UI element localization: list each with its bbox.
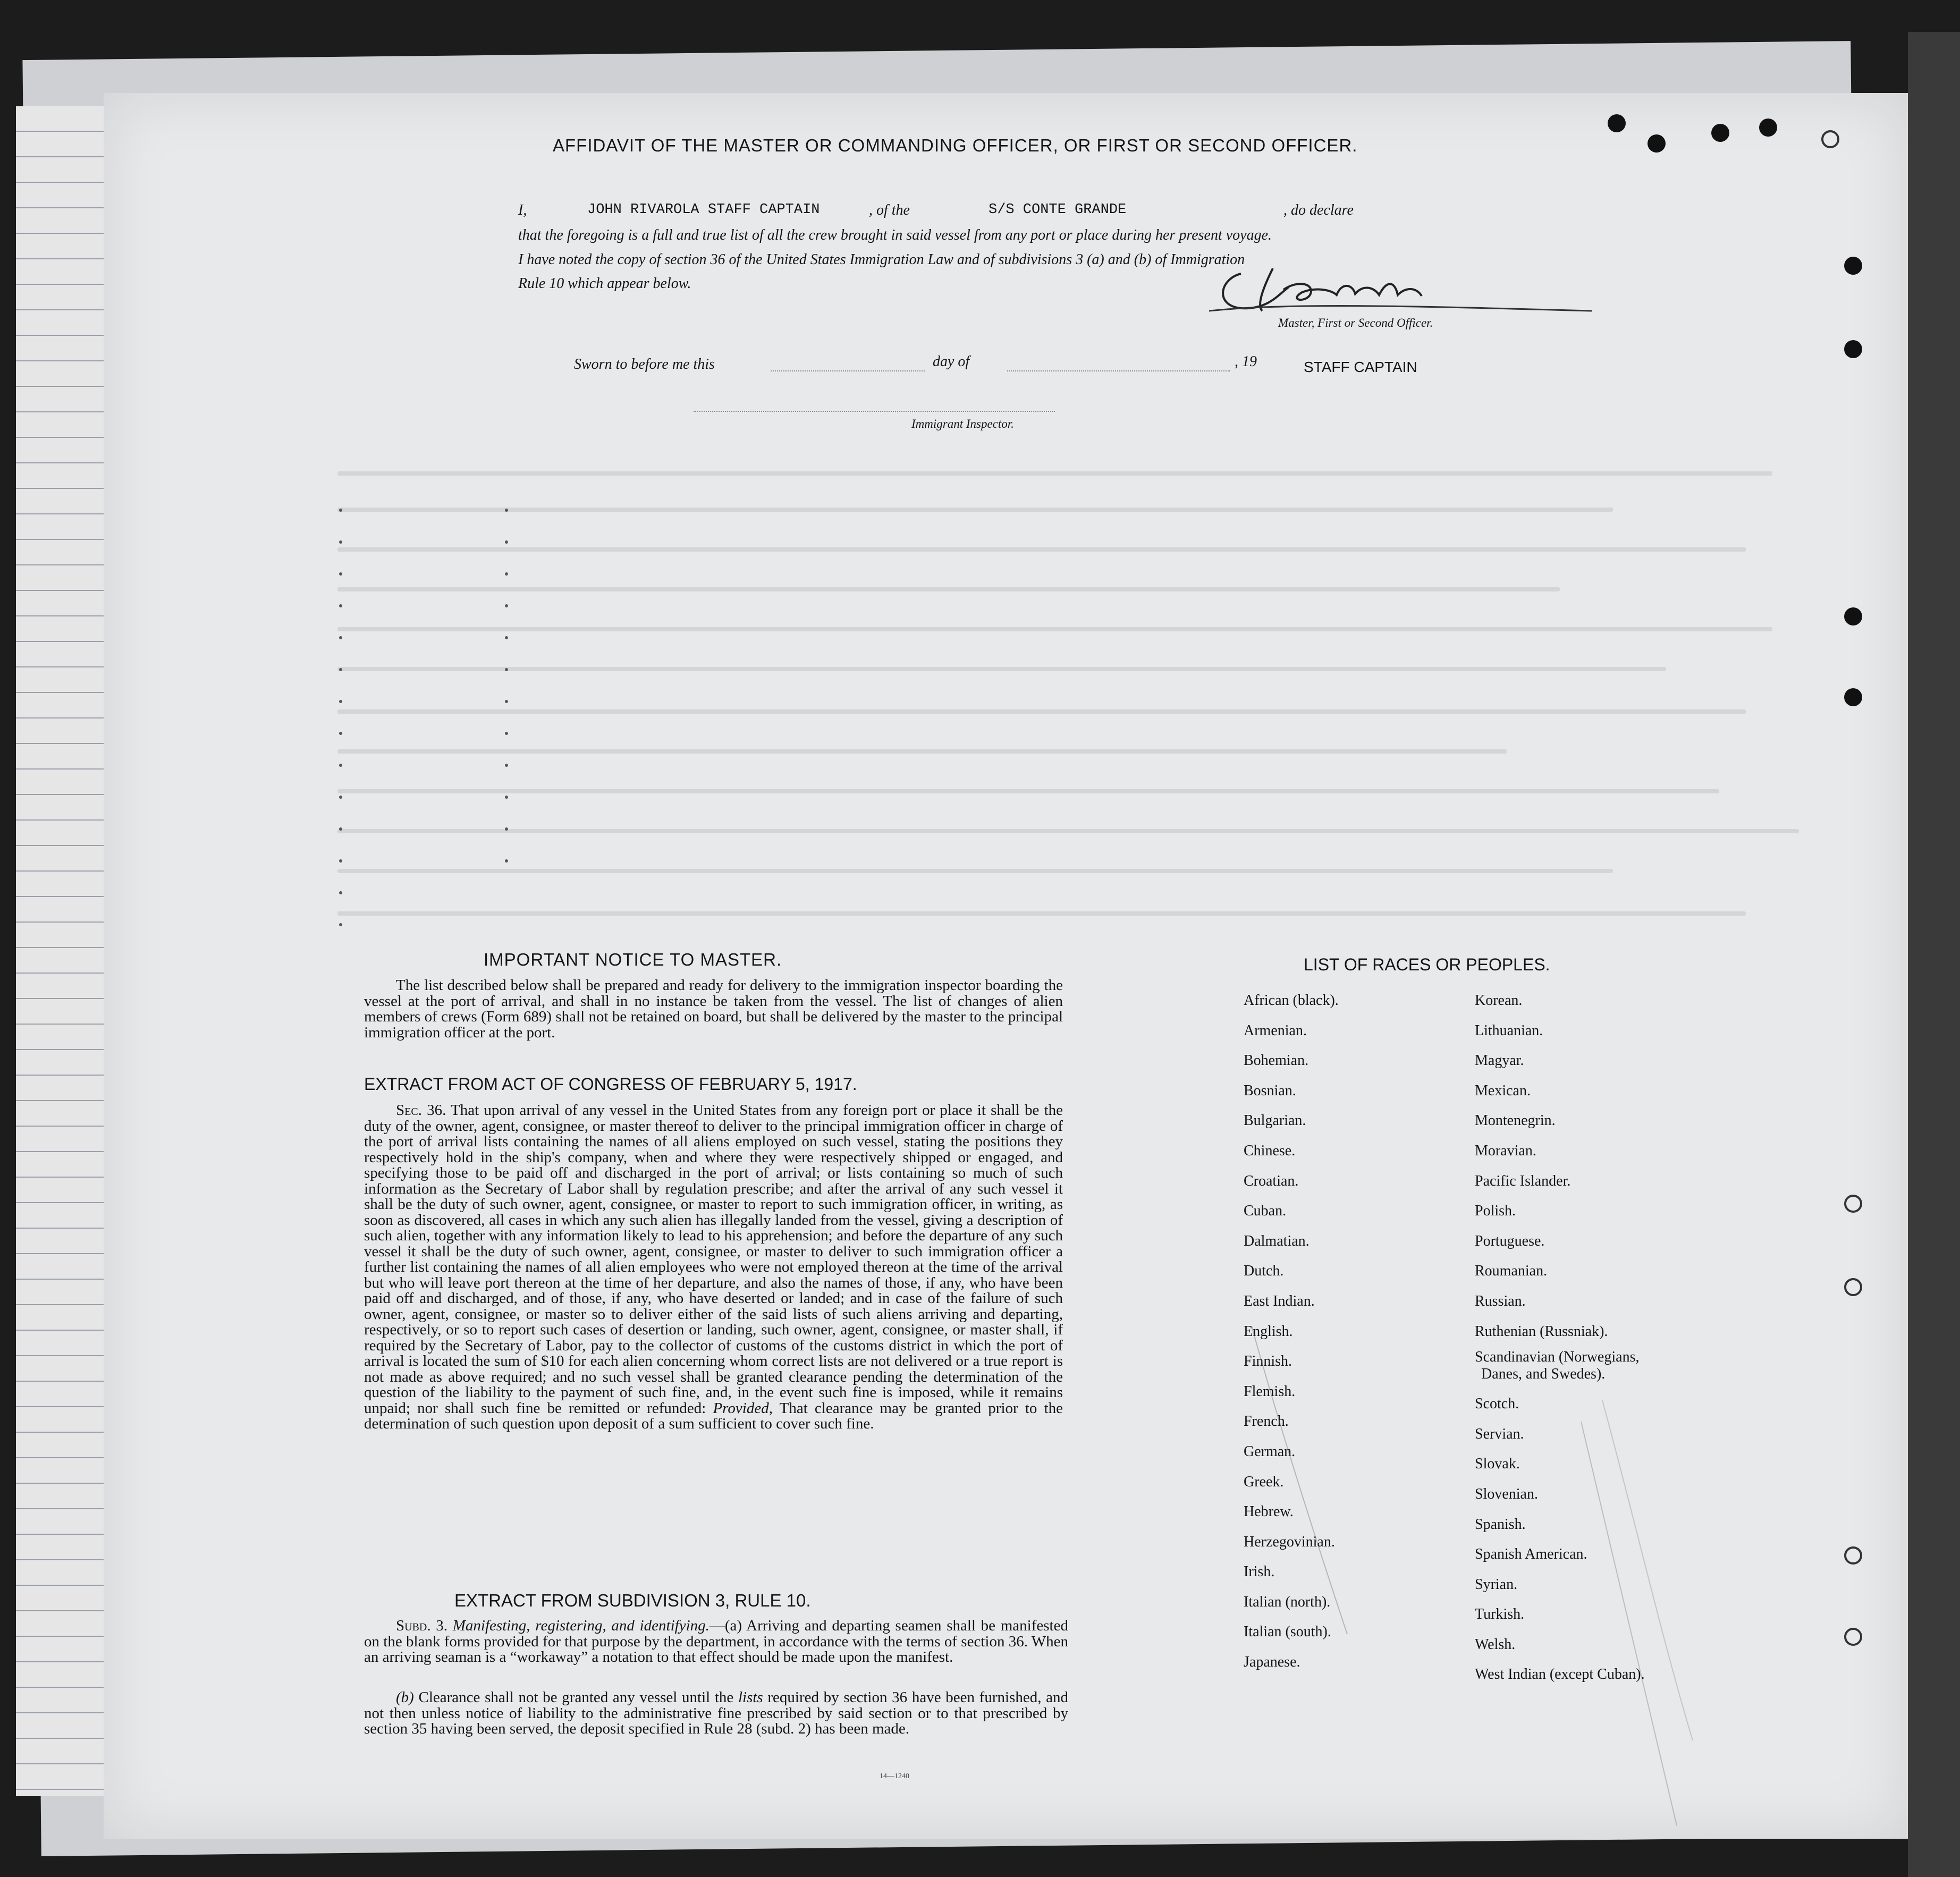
punch-hole-icon <box>1648 134 1666 153</box>
race-item: Slovenian. <box>1475 1485 1538 1502</box>
bleed-through <box>337 709 1746 714</box>
race-item: Scandinavian (Norwegians, <box>1475 1349 1640 1366</box>
column-dot <box>339 509 342 512</box>
subd-label: Subd. 3. <box>396 1617 448 1634</box>
binder-edge <box>1908 32 1960 1877</box>
affidavit-line-4: Rule 10 which appear below. <box>518 275 691 292</box>
column-dot <box>505 827 508 831</box>
race-item: Pacific Islander. <box>1475 1172 1571 1189</box>
act-body-text: That upon arrival of any vessel in the United States from any foreign port or place it shall be the duty of the owner, agent, consignee, or master thereof to deliver to the principal immigration officer in charge of the port of arrival lists containing the names of all aliens employed on such vessel, stating the positions they respectively hold in the ship's company, when and where they were respectively shipped or engaged, and specifying those to be paid off and discharged in the port of arrival; or lists containing so much of such information as the Secretary of Labor shall by regulation prescribe; and after the arrival of any such vessel it shall be the duty of such owner, agent, consignee, or master to report to such immigration officer, in writing, as soon as discovered, all cases in which any such alien has illegally landed from the vessel, giving a description of such alien, together with any information likely to lead to his apprehension; and before the departure of any such vessel it shall be the duty of such owner, agent, consignee, or master to deliver to such immigration officer a further list containing the names of all alien employees who were not employed thereon at the time of the arrival but who will leave port thereon at the time of her departure, and also the names of those, if any, who have been paid off and discharged, and of those, if any, who have deserted or landed; and in case of the failure of such owner, agent, consignee, or master so to deliver either of the said lists of such aliens arriving and departing, respectively, or so to report such cases of desertion or landing, such owner, agent, consignee, or master shall, if required by the Secretary of Labor, pay to the collector of customs of the customs district in which the port of arrival is located the sum of $10 for each alien concerning whom correct lists are not delivered or a true report is not made as above required; and no such vessel shall be granted clearance pending the determination of the question of the liability to the payment of such fine, and, in the event such fine is imposed, while it remains unpaid; nor shall such fine be remitted or refunded: <box>364 1102 1063 1417</box>
column-dot <box>339 604 342 607</box>
race-item: Roumanian. <box>1475 1263 1548 1280</box>
race-item: Japanese. <box>1244 1654 1300 1671</box>
race-item: Welsh. <box>1475 1636 1516 1653</box>
rule-para-a-text: —(a) Arriving and departing seamen shall be manifested on the blank forms provided for that purpose by the department, in accordance with the terms of section 36. When an arriving seaman is a “workaway” a notation to that effect should be made upon the manifest. <box>364 1617 1068 1665</box>
pencil-streaks <box>1167 1315 1804 1847</box>
sworn-month-blank <box>1007 370 1230 371</box>
column-dot <box>339 732 342 735</box>
proviso-word: Provided, <box>713 1399 773 1417</box>
column-dot <box>505 732 508 735</box>
punch-hole-icon <box>1844 607 1862 625</box>
signature-caption: Master, First or Second Officer. <box>1278 316 1433 329</box>
punch-hole-icon <box>1711 124 1729 142</box>
signature-icon <box>1209 258 1592 322</box>
race-item: French. <box>1244 1413 1289 1430</box>
column-dot <box>339 700 342 703</box>
column-dot <box>339 540 342 544</box>
punch-hole-icon <box>1844 1195 1862 1213</box>
column-dot <box>505 604 508 607</box>
form-number: 14—1240 <box>880 1772 909 1780</box>
race-item: Portuguese. <box>1475 1232 1545 1249</box>
section-label: Sec. 36. <box>396 1102 446 1119</box>
race-item: Greek. <box>1244 1473 1284 1490</box>
notice-title: IMPORTANT NOTICE TO MASTER. <box>484 950 782 969</box>
affidavit-title: AFFIDAVIT OF THE MASTER OR COMMANDING OFFICER, OR FIRST OR SECOND OFFICER. <box>553 136 1358 155</box>
race-item: Irish. <box>1244 1563 1275 1580</box>
bleed-through <box>337 789 1719 793</box>
race-item: Dutch. <box>1244 1263 1284 1280</box>
column-dot <box>339 923 342 926</box>
race-item: Italian (south). <box>1244 1624 1331 1641</box>
race-item: Bulgarian. <box>1244 1112 1306 1129</box>
inspector-caption: Immigrant Inspector. <box>911 417 1014 430</box>
race-item: Montenegrin. <box>1475 1112 1556 1129</box>
races-title: LIST OF RACES OR PEOPLES. <box>1304 955 1550 974</box>
race-item: Russian. <box>1475 1292 1526 1309</box>
punch-hole-icon <box>1759 119 1777 137</box>
race-item: Bosnian. <box>1244 1082 1296 1099</box>
bleed-through <box>337 911 1746 916</box>
bleed-through <box>337 667 1666 671</box>
punch-hole-icon <box>1844 340 1862 358</box>
punch-hole-icon <box>1821 130 1839 148</box>
race-item: Slovak. <box>1475 1456 1520 1473</box>
bleed-through <box>337 587 1560 591</box>
bleed-through <box>337 829 1799 833</box>
race-item: German. <box>1244 1443 1296 1460</box>
punch-hole-icon <box>1844 257 1862 275</box>
column-dot <box>505 700 508 703</box>
column-dot <box>339 668 342 671</box>
punch-hole-icon <box>1844 1546 1862 1565</box>
officer-name-field: JOHN RIVAROLA STAFF CAPTAIN <box>587 202 820 218</box>
act-body-end: That clearance may be granted prior to the determination of such question upon deposit of a sum sufficient to cover such fine. <box>364 1399 1063 1432</box>
column-dot <box>339 764 342 767</box>
race-item: African (black). <box>1244 992 1339 1009</box>
of-the-label: , of the <box>869 202 910 218</box>
prefix-i: I, <box>518 202 527 218</box>
race-item: East Indian. <box>1244 1292 1315 1309</box>
column-dot <box>339 827 342 831</box>
bleed-through <box>337 627 1772 631</box>
race-item: Flemish. <box>1244 1383 1296 1400</box>
bleed-through <box>337 547 1746 552</box>
race-item: Syrian. <box>1475 1576 1518 1593</box>
race-item: Polish. <box>1475 1203 1516 1220</box>
rule-para-a <box>364 1618 1068 1665</box>
column-dot <box>505 764 508 767</box>
year-label: , 19 <box>1235 353 1257 370</box>
day-of-label: day of <box>933 353 970 370</box>
column-dot <box>505 796 508 799</box>
sworn-label: Sworn to before me this <box>574 356 715 373</box>
race-item: Herzegovinian. <box>1244 1533 1335 1550</box>
act-body <box>364 1103 1063 1432</box>
column-dot <box>505 859 508 863</box>
para-b-text-2: required by section 36 have been furnished, and not then unless notice of liability to the administrative fine prescribed by said section or to that prescribed by section 35 having been served, the deposit specified in Rule 28 (subd. 2) has been made. <box>364 1689 1068 1737</box>
race-item: Mexican. <box>1475 1082 1531 1099</box>
column-dot <box>505 636 508 639</box>
column-dot <box>339 891 342 894</box>
column-dot <box>339 572 342 576</box>
act-title: EXTRACT FROM ACT OF CONGRESS OF FEBRUARY 5, 1917. <box>364 1075 857 1094</box>
race-item: Turkish. <box>1475 1606 1525 1623</box>
column-dot <box>505 572 508 576</box>
signer-title: STAFF CAPTAIN <box>1304 359 1417 375</box>
column-dot <box>505 540 508 544</box>
race-item: Danes, and Swedes). <box>1481 1366 1606 1383</box>
race-item: Italian (north). <box>1244 1593 1331 1610</box>
affidavit-line-2: that the foregoing is a full and true list of all the crew brought in said vessel from any port or place during her present voyage. <box>518 227 1272 243</box>
inspector-signature-line <box>694 411 1055 412</box>
subd-heading: Manifesting, registering, and identifying. <box>452 1617 709 1634</box>
column-dot <box>339 636 342 639</box>
race-item: Hebrew. <box>1244 1503 1294 1520</box>
document-page <box>104 93 1908 1839</box>
column-dot <box>339 796 342 799</box>
affidavit-line-3: I have noted the copy of section 36 of the United States Immigration Law and of subdivisions 3 (a) and (b) of Immigration <box>518 251 1245 268</box>
para-b-text-1: Clearance shall not be granted any vessel until the <box>418 1689 734 1706</box>
column-dot <box>505 668 508 671</box>
race-item: Spanish. <box>1475 1516 1526 1533</box>
punch-hole-icon <box>1844 688 1862 706</box>
race-item: Cuban. <box>1244 1203 1287 1220</box>
punch-hole-icon <box>1844 1628 1862 1646</box>
rule-title: EXTRACT FROM SUBDIVISION 3, RULE 10. <box>454 1591 811 1610</box>
race-item: English. <box>1244 1323 1293 1340</box>
race-item: Moravian. <box>1475 1142 1536 1159</box>
race-item: Bohemian. <box>1244 1052 1309 1069</box>
race-item: Spanish American. <box>1475 1546 1587 1563</box>
race-item: Scotch. <box>1475 1396 1519 1413</box>
do-declare-label: , do declare <box>1283 202 1354 218</box>
column-dot <box>505 509 508 512</box>
race-item: Servian. <box>1475 1425 1524 1442</box>
punch-hole-icon <box>1608 114 1626 132</box>
race-item: Ruthenian (Russniak). <box>1475 1323 1608 1340</box>
punch-hole-icon <box>1844 1278 1862 1296</box>
sworn-day-blank <box>771 370 925 371</box>
column-dot <box>339 859 342 863</box>
bleed-through <box>337 869 1613 873</box>
vessel-name-field: S/S CONTE GRANDE <box>989 202 1127 218</box>
bleed-through <box>337 508 1613 512</box>
rule-para-b <box>364 1690 1068 1737</box>
ruled-side-strip <box>16 106 106 1796</box>
para-b-lists: lists <box>738 1689 763 1706</box>
race-item: West Indian (except Cuban). <box>1475 1666 1645 1683</box>
race-item: Finnish. <box>1244 1353 1292 1370</box>
para-b-label: (b) <box>396 1689 414 1706</box>
bleed-through <box>337 749 1507 754</box>
race-item: Croatian. <box>1244 1172 1299 1189</box>
race-item: Magyar. <box>1475 1052 1524 1069</box>
race-item: Chinese. <box>1244 1142 1296 1159</box>
affidavit-line-1 <box>518 202 1618 219</box>
notice-body: The list described below shall be prepared and ready for delivery to the immigration inspector boarding the vessel at the port of arrival, and shall in no instance be taken from the vessel. The list of changes of alien members of crews (Form 689) shall not be retained on board, but shall be delivered by the master to the principal immigration officer at the port. <box>364 977 1063 1041</box>
bleed-through <box>337 471 1772 476</box>
race-item: Dalmatian. <box>1244 1232 1310 1249</box>
race-item: Lithuanian. <box>1475 1022 1543 1039</box>
race-item: Korean. <box>1475 992 1523 1009</box>
race-item: Armenian. <box>1244 1022 1307 1039</box>
